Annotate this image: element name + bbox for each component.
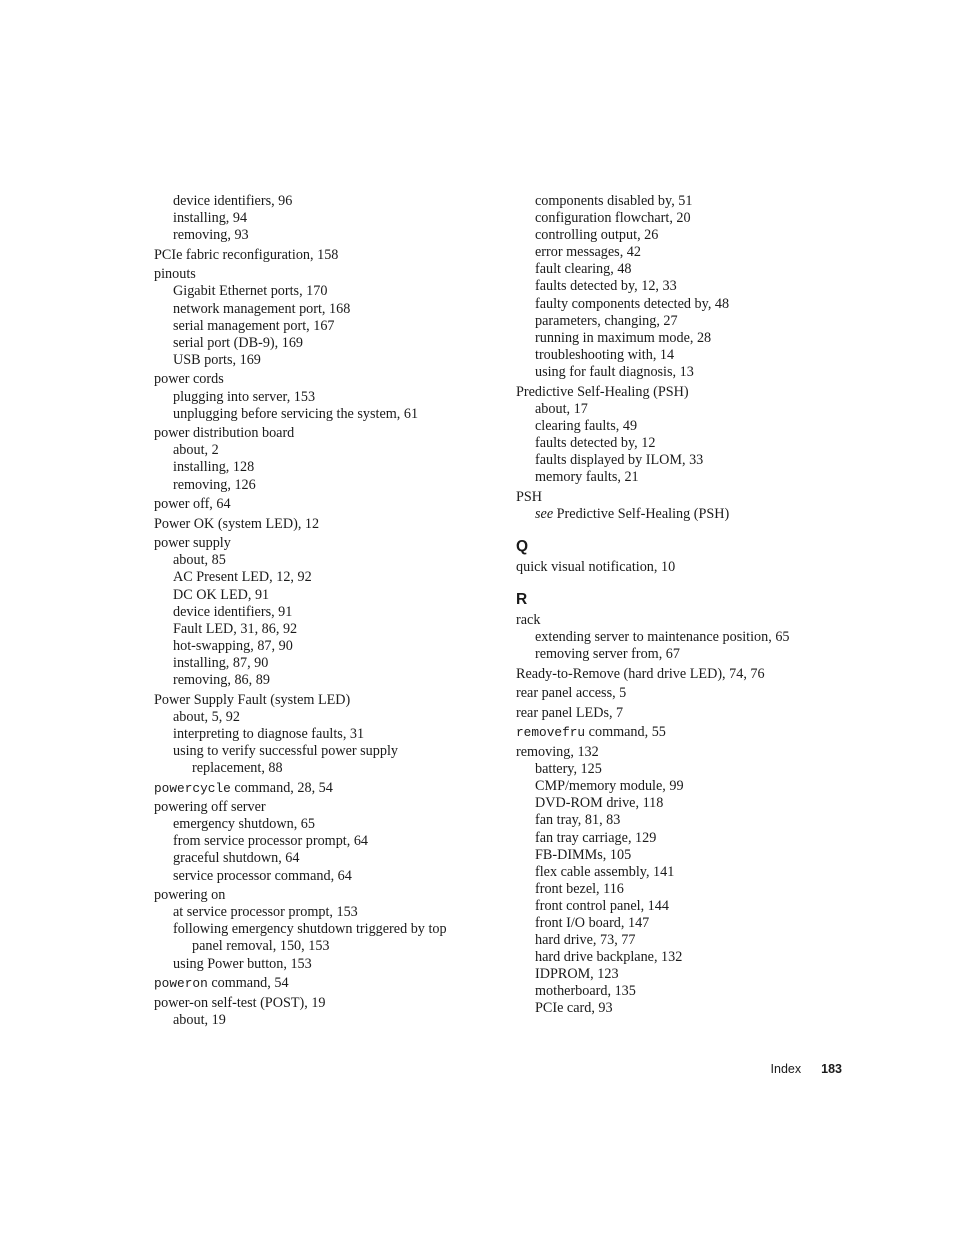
index-subentry <box>154 904 504 921</box>
index-subentry <box>516 418 856 435</box>
index-subentry <box>154 850 504 867</box>
entry-text: rear panel access, 5 <box>516 685 627 702</box>
index-subentry <box>516 629 856 646</box>
entry-text: rack <box>516 611 541 628</box>
index-subentry <box>516 1000 856 1017</box>
entry-text: fan tray, 81, 83 <box>535 812 621 829</box>
index-column-right <box>516 193 856 1018</box>
entry-text: hot-swapping, 87, 90 <box>173 637 293 654</box>
index-entry <box>154 887 504 904</box>
entry-text: device identifiers, 91 <box>173 603 293 620</box>
index-entry <box>154 692 504 709</box>
index-subentry <box>154 318 504 335</box>
index-entry <box>516 705 856 722</box>
entry-text: running in maximum mode, 28 <box>535 329 712 346</box>
entry-text: serial port (DB-9), 169 <box>173 334 304 351</box>
entry-text: clearing faults, 49 <box>535 417 638 434</box>
entry-text: Power Supply Fault (system LED) <box>154 691 351 708</box>
index-subentry <box>154 833 504 850</box>
entry-text: panel removal, 150, 153 <box>192 938 330 955</box>
entry-text: removing, 86, 89 <box>173 672 270 689</box>
index-subentry <box>516 812 856 829</box>
entry-text: about, 5, 92 <box>173 708 240 725</box>
index-subentry <box>516 313 856 330</box>
entry-text: PCIe card, 93 <box>535 1000 613 1017</box>
index-subentry <box>154 352 504 369</box>
index-subentry <box>516 347 856 364</box>
entry-text: about, 85 <box>173 552 226 569</box>
entry-text: power distribution board <box>154 425 295 442</box>
entry-text: fan tray carriage, 129 <box>535 829 657 846</box>
entry-text: faults detected by, 12 <box>535 434 656 451</box>
entry-text: using for fault diagnosis, 13 <box>535 363 694 380</box>
entry-text: at service processor prompt, 153 <box>173 904 358 921</box>
index-entry <box>516 612 856 629</box>
entry-text: from service processor prompt, 64 <box>173 833 369 850</box>
index-subentry <box>154 956 504 973</box>
entry-text: front control panel, 144 <box>535 897 669 914</box>
entry-text: memory faults, 21 <box>535 469 639 485</box>
entry-text: power off, 64 <box>154 496 231 513</box>
index-subentry <box>154 672 504 689</box>
page-footer <box>771 1061 842 1077</box>
index-entry <box>154 247 504 264</box>
entry-text: IDPROM, 123 <box>535 966 619 983</box>
index-subentry <box>516 469 856 486</box>
index-subentry <box>516 452 856 469</box>
entry-text: device identifiers, 96 <box>173 193 293 209</box>
index-subentry <box>516 227 856 244</box>
index-subentry <box>516 646 856 663</box>
index-subentry <box>516 761 856 778</box>
index-subentry <box>154 1012 504 1029</box>
index-subentry <box>516 435 856 452</box>
entry-text: installing, 128 <box>173 459 255 476</box>
entry-text: replacement, 88 <box>192 760 283 776</box>
entry-text: extending server to maintenance position, 65 <box>535 628 790 645</box>
index-subentry-continued <box>154 760 504 777</box>
index-subentry <box>154 477 504 494</box>
index-subentry <box>516 210 856 227</box>
index-subentry <box>154 655 504 672</box>
entry-text: power-on self-test (POST), 19 <box>154 994 326 1011</box>
entry-text: about, 2 <box>173 442 219 459</box>
entry-text: removing server from, 67 <box>535 646 680 663</box>
index-subentry <box>154 283 504 300</box>
index-subentry <box>516 244 856 261</box>
index-subentry <box>154 816 504 833</box>
entry-text: DC OK LED, 91 <box>173 586 270 603</box>
index-entry <box>516 724 856 741</box>
index-subentry <box>516 278 856 295</box>
entry-text: powering off server <box>154 799 266 816</box>
entry-text: battery, 125 <box>535 761 602 778</box>
index-subentry <box>516 830 856 847</box>
entry-text: USB ports, 169 <box>173 351 261 368</box>
index-subentry <box>154 301 504 318</box>
index-subentry <box>516 795 856 812</box>
page-number: 183 <box>821 1062 842 1076</box>
index-subentry <box>516 364 856 381</box>
entry-text: service processor command, 64 <box>173 867 352 884</box>
index-subentry <box>516 401 856 418</box>
index-subentry <box>154 193 504 210</box>
index-subentry <box>516 261 856 278</box>
index-entry <box>154 780 504 797</box>
index-entry <box>516 489 856 506</box>
entry-text: PCIe fabric reconfiguration, 158 <box>154 246 339 263</box>
index-subentry <box>516 915 856 932</box>
entry-text: Predictive Self-Healing (PSH) <box>553 505 730 522</box>
index-subentry <box>516 898 856 915</box>
index-subentry <box>154 743 504 760</box>
entry-text: serial management port, 167 <box>173 317 335 334</box>
index-entry <box>516 384 856 401</box>
entry-text: DVD-ROM drive, 118 <box>535 795 664 812</box>
index-subentry <box>154 459 504 476</box>
entry-text: flex cable assembly, 141 <box>535 863 675 880</box>
index-entry <box>154 371 504 388</box>
index-subentry <box>516 932 856 949</box>
index-subentry <box>516 330 856 347</box>
index-subentry <box>154 227 504 244</box>
index-subentry <box>154 569 504 586</box>
entry-text: faults displayed by ILOM, 33 <box>535 451 704 468</box>
entry-text: power cords <box>154 371 224 388</box>
index-subentry <box>154 868 504 885</box>
index-entry <box>516 559 856 576</box>
entry-text: emergency shutdown, 65 <box>173 816 315 833</box>
entry-text: plugging into server, 153 <box>173 388 316 405</box>
index-letter-heading: Q <box>516 537 529 555</box>
index-entry <box>154 516 504 533</box>
index-entry <box>154 975 504 992</box>
entry-text: rear panel LEDs, 7 <box>516 704 624 721</box>
entry-text: command, 55 <box>585 724 666 741</box>
index-letter-heading: R <box>516 590 528 608</box>
index-subentry <box>154 726 504 743</box>
index-subentry <box>154 587 504 604</box>
command-name: removefru <box>516 725 586 741</box>
entry-text: Predictive Self-Healing (PSH) <box>516 383 689 400</box>
index-entry <box>154 266 504 283</box>
index-subentry <box>154 406 504 423</box>
entry-text: Fault LED, 31, 86, 92 <box>173 620 298 637</box>
entry-text: motherboard, 135 <box>535 983 636 1000</box>
index-subentry <box>154 604 504 621</box>
entry-text: hard drive backplane, 132 <box>535 949 683 966</box>
entry-text: FB-DIMMs, 105 <box>535 846 632 863</box>
entry-text: AC Present LED, 12, 92 <box>173 569 312 586</box>
entry-text: components disabled by, 51 <box>535 193 693 209</box>
entry-text: PSH <box>516 488 543 505</box>
entry-text: CMP/memory module, 99 <box>535 778 684 795</box>
index-entry <box>516 666 856 683</box>
entry-text: installing, 94 <box>173 210 248 227</box>
entry-text: fault clearing, 48 <box>535 261 632 278</box>
index-subentry <box>516 847 856 864</box>
entry-text: error messages, 42 <box>535 244 641 261</box>
command-name: poweron <box>154 976 208 992</box>
index-entry <box>154 995 504 1012</box>
entry-text: about, 17 <box>535 400 588 417</box>
index-subentry <box>154 709 504 726</box>
entry-text: power supply <box>154 535 231 552</box>
entry-text: hard drive, 73, 77 <box>535 932 636 949</box>
index-entry <box>516 744 856 761</box>
entry-text: front I/O board, 147 <box>535 914 650 931</box>
index-subentry <box>154 638 504 655</box>
entry-text: faults detected by, 12, 33 <box>535 278 677 295</box>
entry-text: interpreting to diagnose faults, 31 <box>173 725 365 742</box>
entry-text: removing, 93 <box>173 227 249 244</box>
index-subentry <box>516 864 856 881</box>
cross-reference-see: see <box>535 505 554 522</box>
entry-text: faulty components detected by, 48 <box>535 295 730 312</box>
index-subentry <box>154 552 504 569</box>
entry-text: Power OK (system LED), 12 <box>154 515 320 532</box>
entry-text: front bezel, 116 <box>535 880 624 897</box>
index-subentry <box>154 442 504 459</box>
entry-text: following emergency shutdown triggered by top <box>173 921 447 938</box>
entry-text: using to verify successful power supply <box>173 742 398 759</box>
index-subentry <box>516 778 856 795</box>
index-subentry <box>154 210 504 227</box>
entry-text: powering on <box>154 887 226 904</box>
index-subentry-continued <box>154 938 504 955</box>
index-subentry <box>154 389 504 406</box>
index-entry <box>154 799 504 816</box>
index-entry <box>154 535 504 552</box>
index-subentry <box>154 621 504 638</box>
entry-text: about, 19 <box>173 1011 226 1028</box>
entry-text: Gigabit Ethernet ports, 170 <box>173 283 328 300</box>
index-subentry <box>516 983 856 1000</box>
index-subentry <box>516 881 856 898</box>
index-subentry <box>516 296 856 313</box>
index-entry <box>154 425 504 442</box>
entry-text: command, 28, 54 <box>230 779 333 796</box>
entry-text: command, 54 <box>207 975 289 992</box>
entry-text: installing, 87, 90 <box>173 654 269 671</box>
index-entry <box>516 685 856 702</box>
entry-text: Ready-to-Remove (hard drive LED), 74, 76 <box>516 665 765 682</box>
index-column-left <box>154 193 504 1029</box>
entry-text: troubleshooting with, 14 <box>535 346 675 363</box>
entry-text: pinouts <box>154 266 196 283</box>
entry-text: quick visual notification, 10 <box>516 558 676 575</box>
footer-section-label: Index <box>770 1062 802 1076</box>
entry-text: graceful shutdown, 64 <box>173 850 300 867</box>
entry-text: network management port, 168 <box>173 300 351 317</box>
entry-text: removing, 132 <box>516 744 599 761</box>
entry-text: controlling output, 26 <box>535 227 659 244</box>
entry-text: configuration flowchart, 20 <box>535 210 691 227</box>
index-subentry <box>516 949 856 966</box>
index-subentry <box>516 966 856 983</box>
index-subentry <box>516 193 856 210</box>
entry-text: parameters, changing, 27 <box>535 312 678 329</box>
command-name: powercycle <box>154 780 231 796</box>
entry-text: using Power button, 153 <box>173 955 312 972</box>
entry-text: removing, 126 <box>173 476 256 493</box>
index-entry <box>154 496 504 513</box>
entry-text: unplugging before servicing the system, 61 <box>173 405 419 422</box>
index-subentry <box>154 921 504 938</box>
index-subentry <box>154 335 504 352</box>
index-subentry <box>516 506 856 523</box>
